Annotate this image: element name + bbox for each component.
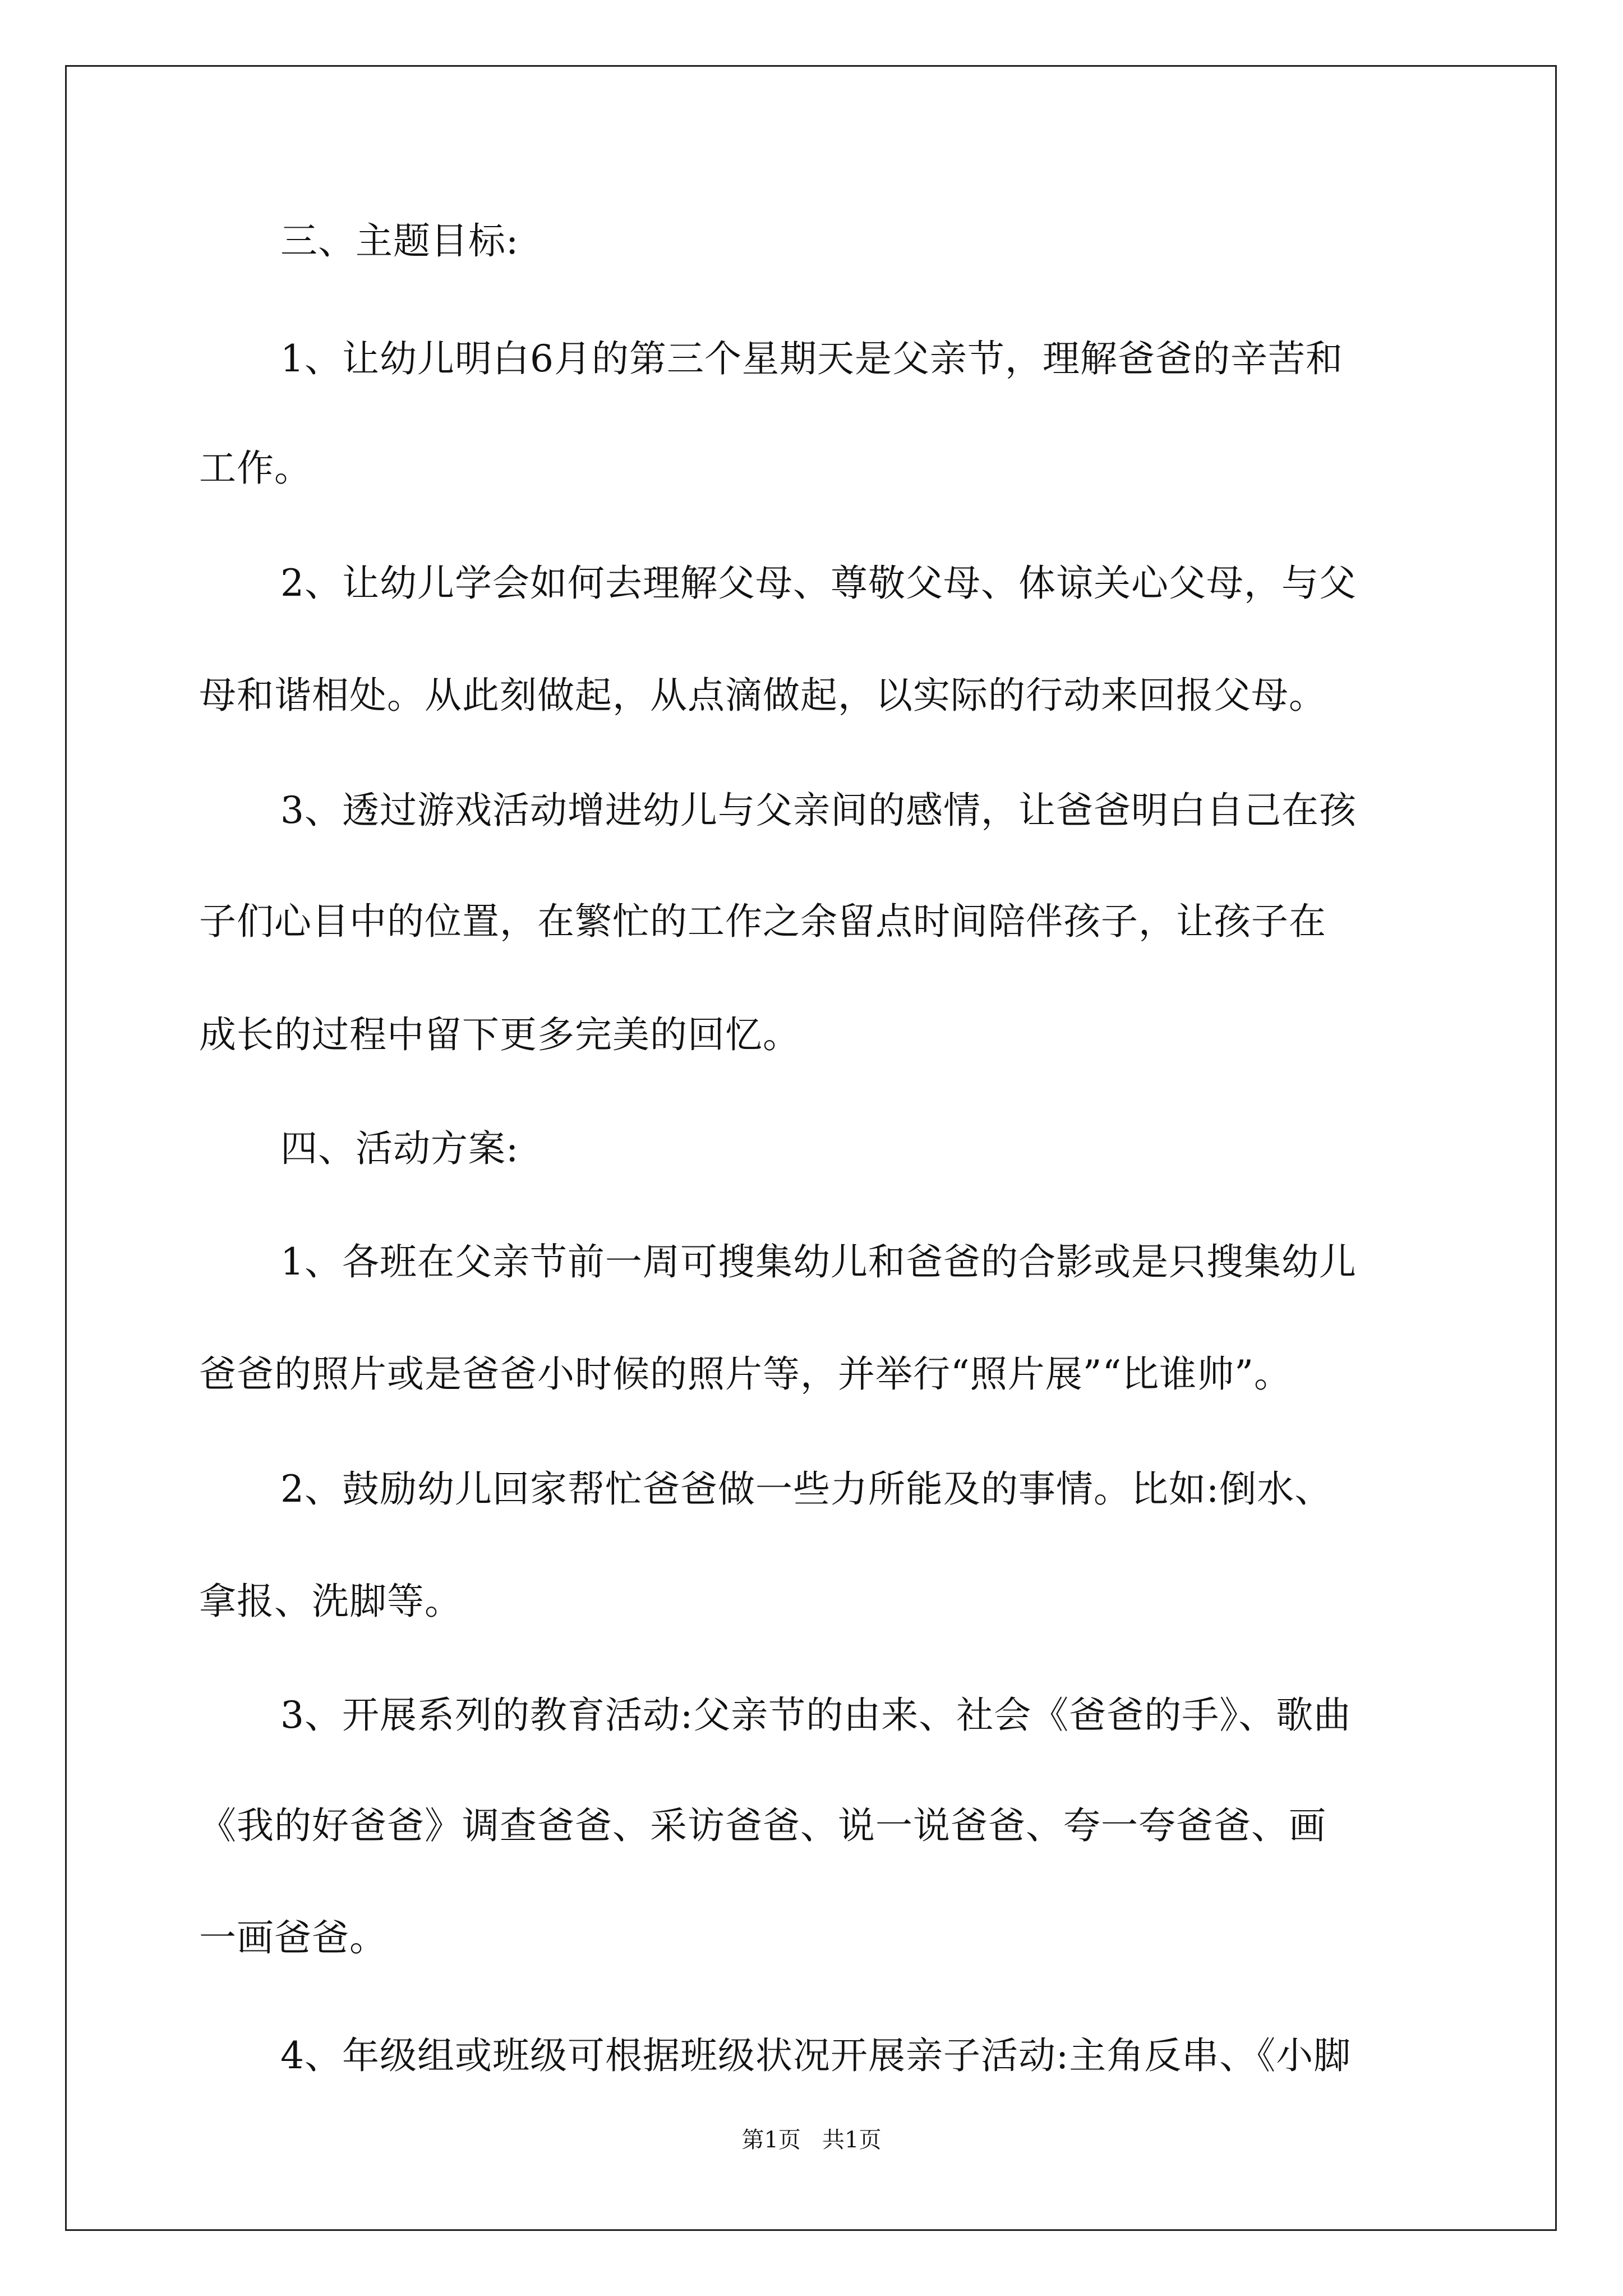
section-heading-plan: 四、活动方案: (280, 1127, 519, 1170)
paragraph-line: 母和谐相处。从此刻做起，从点滴做起，以实际的行动来回报父母。 (199, 674, 1326, 717)
paragraph-line: 3、透过游戏活动增进幼儿与父亲间的感情，让爸爸明白自己在孩 (280, 789, 1357, 832)
paragraph-line: 爸爸的照片或是爸爸小时候的照片等，并举行“照片展”“比谁帅”。 (199, 1352, 1292, 1396)
paragraph-line: 子们心目中的位置，在繁忙的工作之余留点时间陪伴孩子，让孩子在 (199, 900, 1326, 943)
page-footer: 第1页 共1页 (741, 2127, 882, 2153)
paragraph-line: 4、年级组或班级可根据班级状况开展亲子活动:主角反串、《小脚 (280, 2034, 1352, 2077)
paragraph-line: 2、让幼儿学会如何去理解父母、尊敬父母、体谅关心父母，与父 (280, 562, 1357, 605)
paragraph-line: 工作。 (199, 447, 312, 490)
section-heading-goals: 三、主题目标: (280, 219, 519, 263)
paragraph-line: 成长的过程中留下更多完美的回忆。 (199, 1013, 800, 1056)
paragraph-line: 3、开展系列的教育活动:父亲节的由来、社会《爸爸的手》、歌曲 (280, 1694, 1352, 1737)
paragraph-line: 2、鼓励幼儿回家帮忙爸爸做一些力所能及的事情。比如:倒水、 (280, 1467, 1332, 1511)
paragraph-line: 《我的好爸爸》调查爸爸、采访爸爸、说一说爸爸、夸一夸爸爸、画 (199, 1804, 1326, 1847)
paragraph-line: 1、各班在父亲节前一周可搜集幼儿和爸爸的合影或是只搜集幼儿 (280, 1240, 1357, 1283)
paragraph-line: 一画爸爸。 (199, 1916, 387, 1959)
paragraph-line: 1、让幼儿明白6月的第三个星期天是父亲节，理解爸爸的辛苦和 (280, 337, 1343, 380)
paragraph-line: 拿报、洗脚等。 (199, 1580, 462, 1623)
